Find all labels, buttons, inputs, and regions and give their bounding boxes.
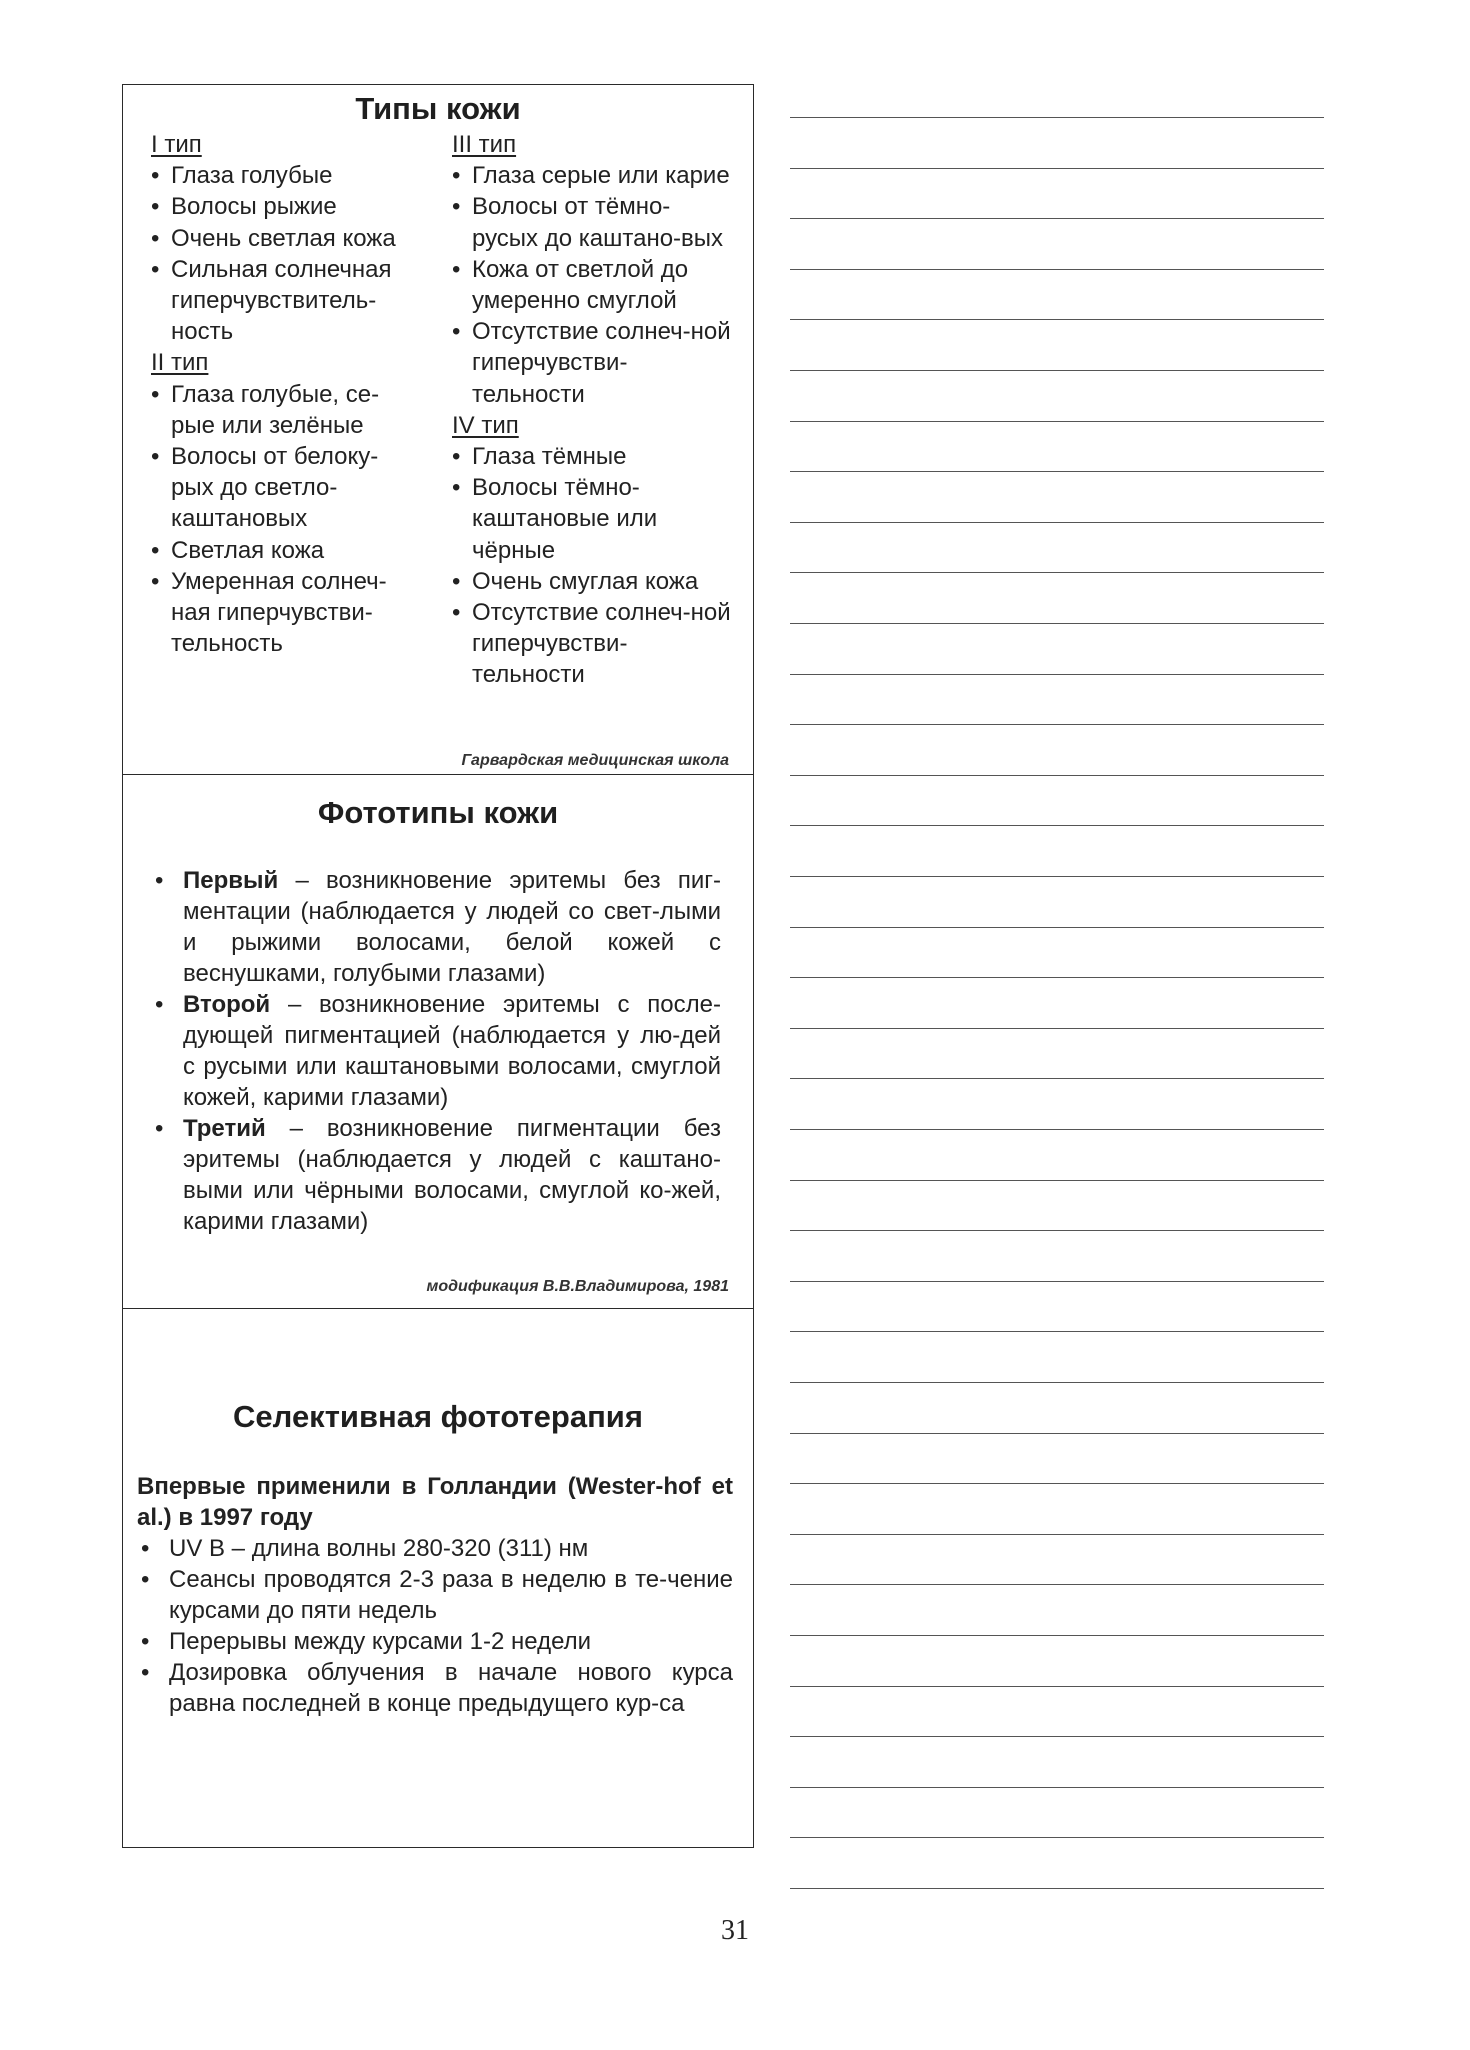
note-line <box>790 1281 1324 1282</box>
note-line <box>790 1180 1324 1181</box>
list-item: • Волосы от белоку-рых до светло-каштановых <box>151 441 419 535</box>
list-item: • Очень светлая кожа <box>151 223 419 254</box>
note-line <box>790 1382 1324 1383</box>
note-line <box>790 1635 1324 1636</box>
note-line <box>790 218 1324 219</box>
list-item: • Сеансы проводятся 2-3 раза в неделю в те-чение курсами до пяти недель <box>137 1564 733 1626</box>
list-item: • Глаза серые или карие <box>452 160 732 191</box>
note-line <box>790 724 1324 725</box>
list-item: • Дозировка облучения в начале нового курса равна последней в конце предыдущего кур-са <box>137 1657 733 1719</box>
note-line <box>790 421 1324 422</box>
note-line <box>790 269 1324 270</box>
list-item: • Волосы тёмно-каштановые или чёрные <box>452 472 732 566</box>
note-line <box>790 1837 1324 1838</box>
note-line <box>790 1433 1324 1434</box>
list-item: • Глаза голубые <box>151 160 419 191</box>
note-line <box>790 1331 1324 1332</box>
note-line <box>790 1584 1324 1585</box>
type-3-heading: III тип <box>452 131 517 158</box>
list-item: • Сильная солнечная гиперчувствитель-ность <box>151 254 419 348</box>
note-line <box>790 572 1324 573</box>
list-item <box>153 865 721 989</box>
selective-intro: Впервые применили в Голландии (Wester-hof et al.) в 1997 году <box>137 1473 733 1531</box>
phototypes-source: модификация В.В.Владимирова, 1981 <box>426 1278 729 1295</box>
list-item: • Умеренная солнеч-ная гиперчувстви-тельность <box>151 566 419 660</box>
note-line <box>790 1534 1324 1535</box>
note-line <box>790 876 1324 877</box>
list-item: • Глаза голубые, се-рые или зелёные <box>151 379 419 441</box>
page-number: 31 <box>721 1915 749 1946</box>
list-item: • Перерывы между курсами 1-2 недели <box>137 1626 733 1657</box>
note-line <box>790 117 1324 118</box>
phototypes-panel <box>123 775 753 1309</box>
skin-types-title: Типы кожи <box>355 91 521 126</box>
phototype-text: – возникновение эритемы без пиг-ментации (наблюдается у людей со свет-лыми и рыжими волосами, белой кожей с веснушками, голубыми глазами) <box>183 867 721 987</box>
skin-types-panel <box>123 85 753 775</box>
skin-types-left-column <box>151 129 419 659</box>
list-item: • Кожа от светлой до умеренно смуглой <box>452 254 732 316</box>
list-item <box>153 1113 721 1237</box>
note-line <box>790 1736 1324 1737</box>
note-line <box>790 319 1324 320</box>
list-item: • Очень смуглая кожа <box>452 566 732 597</box>
note-line <box>790 825 1324 826</box>
note-line <box>790 1686 1324 1687</box>
phototypes-title: Фототипы кожи <box>317 795 559 830</box>
type-2-list <box>151 379 419 660</box>
note-line <box>790 1888 1324 1889</box>
note-line <box>790 623 1324 624</box>
list-item: • Волосы от тёмно-русых до каштано-вых <box>452 191 732 253</box>
type-1-list <box>151 160 419 347</box>
note-line <box>790 1129 1324 1130</box>
phototype-term: Третий <box>183 1115 266 1142</box>
note-line <box>790 977 1324 978</box>
list-item: • Отсутствие солнеч-ной гиперчувстви-тельности <box>452 316 732 410</box>
list-item: • Отсутствие солнеч-ной гиперчувстви-тельности <box>452 597 732 691</box>
note-line <box>790 1078 1324 1079</box>
note-line <box>790 471 1324 472</box>
type-2-heading: II тип <box>151 349 209 377</box>
list-item: • Глаза тёмные <box>452 441 732 472</box>
list-item: • UV B – длина волны 280-320 (311) нм <box>137 1533 733 1564</box>
type-1-heading: I тип <box>151 131 202 158</box>
note-line <box>790 1028 1324 1029</box>
notes-lines <box>790 117 1324 1877</box>
list-item: • Светлая кожа <box>151 535 419 566</box>
type-4-heading: IV тип <box>452 411 519 439</box>
note-line <box>790 1483 1324 1484</box>
type-3-list <box>452 160 732 410</box>
note-line <box>790 370 1324 371</box>
phototype-text: – возникновение эритемы с после-дующей пигментацией (наблюдается у лю-дей с русыми или каштановыми волосами, смуглой кожей, карими глазами) <box>183 991 721 1111</box>
note-line <box>790 674 1324 675</box>
slides-frame <box>122 84 754 1848</box>
note-line <box>790 168 1324 169</box>
selective-title: Селективная фототерапия <box>233 1399 643 1434</box>
phototype-term: Первый <box>183 867 279 894</box>
list-item <box>153 989 721 1113</box>
selective-list <box>137 1533 733 1719</box>
phototype-term: Второй <box>183 991 271 1018</box>
list-item: • Волосы рыжие <box>151 191 419 222</box>
type-4-list <box>452 441 732 691</box>
note-line <box>790 927 1324 928</box>
note-line <box>790 775 1324 776</box>
note-line <box>790 522 1324 523</box>
note-line <box>790 1787 1324 1788</box>
note-line <box>790 1230 1324 1231</box>
skin-types-right-column <box>452 129 732 691</box>
phototype-text: – возникновение пигментации без эритемы (наблюдается у людей с каштано-выми или чёрными волосами, смуглой ко-жей, карими глазами) <box>183 1115 721 1235</box>
skin-types-source: Гарвардская медицинская школа <box>461 752 729 769</box>
selective-panel <box>123 1309 753 1849</box>
phototypes-list <box>153 865 721 1237</box>
